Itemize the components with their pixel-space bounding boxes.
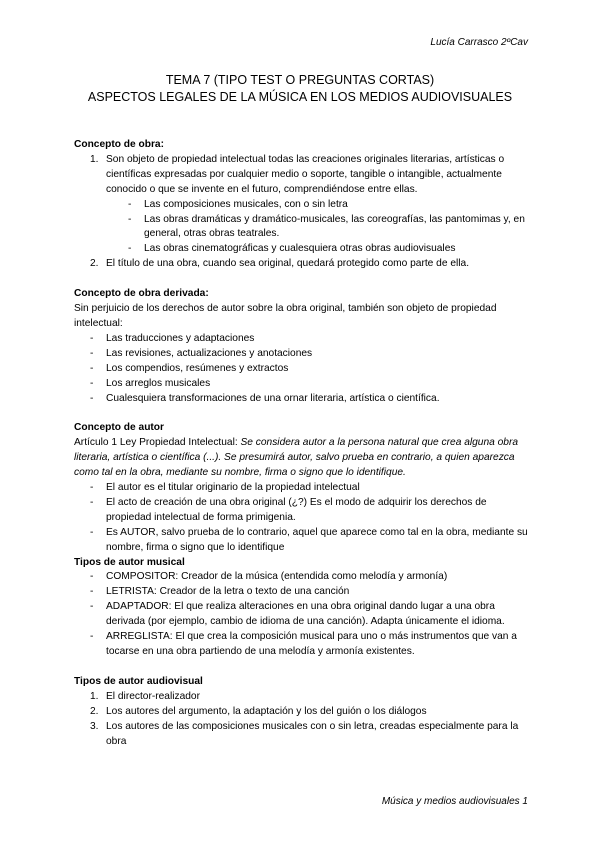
section-heading-obra: Concepto de obra: xyxy=(74,139,164,150)
section-heading-autor-musical: Tipos de autor musical xyxy=(74,556,185,568)
section-intro: Artículo 1 Ley Propiedad Intelectual: Se considera autor a la persona natural que crea alguna obra literaria, artística o científica (...). Se presumirá autor, salvo prueba en contrario, a quien aparezca como tal en la obra, mediante su nombre, firma o signo que lo identifique. xyxy=(74,437,519,479)
numbered-item: 2. Los autores del argumento, la adaptación y los del guión o los diálogos xyxy=(90,705,427,717)
list-item: - LETRISTA: Creador de la letra o texto de una canción xyxy=(90,586,350,598)
list-item: - Las revisiones, actualizaciones y anotaciones xyxy=(90,347,313,359)
title-line-2: ASPECTOS LEGALES DE LA MÚSICA EN LOS MEDIOS AUDIOVISUALES xyxy=(87,90,513,104)
numbered-item: 3. Los autores de las composiciones musicales con o sin letra, creadas especialmente para la obra xyxy=(90,720,519,747)
list-item: - ADAPTADOR: El que realiza alteraciones en una obra original dando lugar a una obra derivada (por ejemplo, cambio de idioma de una canción). Adapta únicamente el idioma. xyxy=(90,601,505,628)
list-item: - Las traducciones y adaptaciones xyxy=(90,332,255,344)
list-item: - ARREGLISTA: El que crea la composición musical para uno o más instrumentos que van a tocarse en una obra partiendo de una melodía y armonía existentes. xyxy=(90,631,517,657)
title-line-1: TEMA 7 (TIPO TEST O PREGUNTAS CORTAS) xyxy=(165,73,435,87)
list-item: - Los compendios, resúmenes y extractos xyxy=(90,362,289,374)
section-heading-obra-derivada: Concepto de obra derivada: xyxy=(74,288,209,300)
header-author: Lucía Carrasco 2ºCav xyxy=(430,37,528,48)
sub-list-item: - Las obras dramáticas y dramático-musicales, las coreografías, las pantomimas y, en general, otras obras teatrales. xyxy=(128,213,525,240)
list-item: - Es AUTOR, salvo prueba de lo contrario, aquel que aparece como tal en la obra, mediante su nombre, firma o signo que lo identifique xyxy=(90,526,528,553)
document-body xyxy=(74,138,534,749)
numbered-item: 1. Son objeto de propiedad intelectual todas las creaciones originales literarias, artísticas o científicas expresadas por cualquier medio o soporte, tangible o intangible, actualmente conocido o que se invente en el futuro, comprendiéndose entre ellas. xyxy=(90,153,505,195)
list-item: - Los arreglos musicales xyxy=(90,377,211,389)
list-item: - El autor es el titular originario de la propiedad intelectual xyxy=(90,482,360,494)
section-intro: Sin perjuicio de los derechos de autor sobre la obra original, también son objeto de propiedad intelectual: xyxy=(74,303,497,329)
list-item: - El acto de creación de una obra original (¿?) Es el modo de adquirir los derechos de propiedad intelectual de forma primigenia. xyxy=(90,496,487,523)
footer-page-label: Música y medios audiovisuales 1 xyxy=(381,796,528,807)
document-title xyxy=(0,72,600,106)
list-item: - COMPOSITOR: Creador de la música (entendida como melodía y armonía) xyxy=(90,571,448,583)
section-heading-autor-audiovisual: Tipos de autor audiovisual xyxy=(74,675,203,687)
numbered-item: 2. El título de una obra, cuando sea original, quedará protegido como parte de ella. xyxy=(90,258,470,270)
sub-list-item: - Las composiciones musicales, con o sin letra xyxy=(128,198,348,210)
section-heading-autor: Concepto de autor xyxy=(74,422,164,434)
numbered-item: 1. El director-realizador xyxy=(90,690,200,702)
list-item: - Cualesquiera transformaciones de una ornar literaria, artística o científica. xyxy=(90,392,440,404)
sub-list-item: - Las obras cinematográficas y cualesquiera otras obras audiovisuales xyxy=(128,243,456,255)
